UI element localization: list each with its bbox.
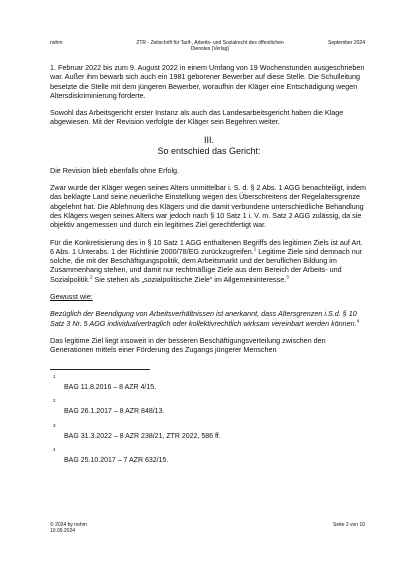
footnote-number: 2 <box>53 398 56 404</box>
paragraph-reasoning: Zwar wurde der Kläger wegen seines Alters unmittelbar i. S. d. § 2 Abs. 1 AGG benachteiligt, indem das beklagte Land seine neuerliche Einstellung wegen des Überschreitens der Regelaltersgrenze abgelehnt hat. Die Ablehnung des Klägers und die damit verbundene unterschiedliche Behandlung des Klägers wegen seines Alters war jedoch nach § 10 Satz 1 i. V. m. Satz 2 AGG zulässig, da sie objektiv angemessen und durch ein legitimes Ziel gerechtfertigt war. <box>50 183 367 230</box>
paragraph-text: Sie stehen als „sozialpolitische Ziele“ im Allgemeininteresse. <box>92 274 287 284</box>
paragraph-facts: 1. Februar 2022 bis zum 9. August 2022 in einem Umfang von 19 Wochenstunden ausgeschrieben war. Außer ihm bewarb sich auch ein 1981 geborener Bewerber auf diese Stelle. Die Schulleitung besetzte die Stelle mit dem jüngeren Bewerber, woraufhin der Kläger eine Entschädigung wegen Altersdiskriminierung forderte. <box>50 63 365 100</box>
paragraph-procedure: Sowohl das Arbeitsgericht erster Instanz als auch das Landesarbeitsgericht haben die Klage abgewiesen. Mit der Revision verfolgte der Kläger sein Begehren weiter. <box>50 108 344 127</box>
footnote-ref-2[interactable]: 2 <box>89 274 93 280</box>
header-publication-title: ZTR - Zeitschrift für Tarif-, Arbeits- und Sozialrecht des öffentlichen <box>136 40 284 46</box>
footer-date: 10.09.2024 <box>50 528 76 534</box>
paragraph-legitimate-aim <box>50 238 368 284</box>
paragraph-text: Für die Konkretisierung des in § 10 Satz 1 AGG enthaltenen Begriffs des legitimen Ziels ist auf Art. 6 Abs. 1 Unterabs. 1 der Richtlinie 2000/78/EG zurückzugreifen. <box>50 237 363 256</box>
footer-page-number: Seite 2 von 10 <box>333 522 365 528</box>
quote-text: Bezüglich der Beendigung von Arbeitsverhältnissen ist anerkannt, dass Altersgrenzen i.S.d. § 10 Satz 3 Nr. 5 AGG individualvertraglich oder kollektivrechtlich wirksam vereinbart werden können. <box>50 309 357 328</box>
footnote-item <box>50 447 368 472</box>
footnote-text: BAG 31.3.2022 – 8 AZR 238/21, ZTR 2022, 586 ff. <box>64 432 221 440</box>
footnote-ref-3[interactable]: 3 <box>286 274 289 280</box>
header-left: nohm <box>50 40 63 46</box>
footnote-number: 3 <box>53 422 56 428</box>
footnote-ref-4[interactable]: 4 <box>356 318 360 324</box>
paragraph-generations: Das legitime Ziel liegt insoweit in der besseren Beschäftigungsverteilung zwischen den Generationen mittels einer Förderung des Zugangs jüngerer Menschen <box>50 335 326 355</box>
footer-copyright: © 2024 by nohm <box>50 522 87 528</box>
footnote-number: 1 <box>53 373 56 379</box>
paragraph-result: Die Revision blieb ebenfalls ohne Erfolg. <box>50 165 180 175</box>
footnote-item <box>50 398 368 423</box>
footnote-text: BAG 11.8.2016 – 8 AZR 4/15. <box>64 383 157 391</box>
header-center <box>120 40 300 52</box>
footer-left <box>50 522 87 534</box>
section-number: III. <box>203 134 214 145</box>
footnote-text: BAG 25.10.2017 – 7 AZR 632/15. <box>64 457 169 465</box>
header-date: September 2024 <box>328 40 365 46</box>
main-content <box>50 63 368 472</box>
footnote-ref-1[interactable]: 1 <box>253 246 257 252</box>
section-title: So entschied das Gericht: <box>157 145 261 156</box>
paragraph-text: Legitime Ziele sind demnach nur solche, die mit der Beschäftigungspolitik, dem Arbeitsmarkt und der beruflichen Bildung im Zusammenhang stehen, und damit nur rechtmäßige Ziele aus dem Bereich der Arbeits- und Sozialpolitik. <box>50 246 363 284</box>
footnote-divider <box>50 369 150 370</box>
footnote-item <box>50 423 368 448</box>
gewusst-wie-label: Gewusst wie: <box>50 292 93 302</box>
header-publication-subtitle: Dienstes (Verlag) <box>190 46 230 52</box>
quote-box <box>50 309 368 328</box>
footnote-number: 4 <box>53 447 56 453</box>
footnote-text: BAG 26.1.2017 – 8 AZR 848/13. <box>64 408 165 416</box>
footnote-item <box>50 374 368 399</box>
